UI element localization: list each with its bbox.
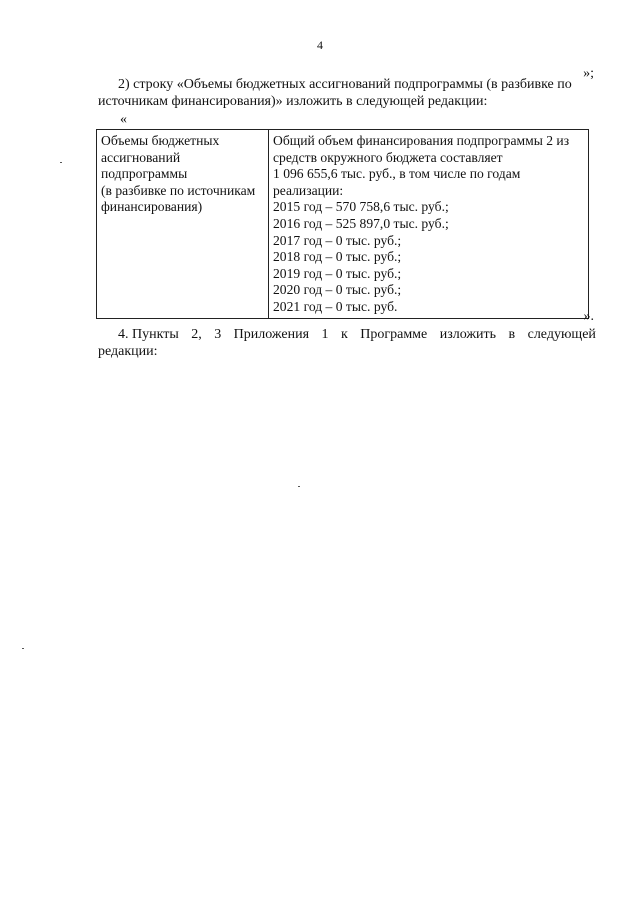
value-line: 2020 год – 0 тыс. руб.; [273, 282, 402, 298]
budget-table [96, 129, 589, 319]
word: следующей [527, 327, 596, 342]
scan-speck [22, 648, 24, 649]
label-line: ассигнований [101, 149, 181, 165]
value-line: 1 096 655,6 тыс. руб., в том числе по годам [273, 166, 521, 182]
paragraph-4 [98, 326, 596, 360]
paragraph-2-line-1: 2) строку «Объемы бюджетных ассигнований подпрограммы (в разбивке по [118, 77, 572, 92]
word: 1 [321, 327, 329, 342]
word: к [340, 327, 348, 342]
value-line: 2018 год – 0 тыс. руб.; [273, 249, 402, 265]
table-row [97, 130, 589, 319]
word: 2, [191, 327, 202, 342]
value-line: 2017 год – 0 тыс. руб.; [273, 232, 402, 248]
label-line: (в разбивке по источникам [101, 182, 256, 198]
label-line: подпрограммы [101, 166, 188, 182]
value-line: 2015 год – 570 758,6 тыс. руб.; [273, 199, 449, 215]
table-label-cell [97, 130, 269, 319]
word: Приложения [233, 327, 310, 342]
paragraph-2-line-2: источникам финансирования)» изложить в следующей редакции: [98, 94, 488, 109]
value-line: 2019 год – 0 тыс. руб.; [273, 265, 402, 281]
label-line: Объемы бюджетных [101, 133, 220, 148]
scan-speck [298, 486, 300, 487]
paragraph-4-line-2: редакции: [98, 344, 158, 359]
value-line: 2016 год – 525 897,0 тыс. руб.; [273, 215, 449, 231]
word: 3 [214, 327, 222, 342]
closing-quote-top: »; [583, 66, 594, 81]
word: Программе [360, 327, 428, 342]
paragraph-2 [98, 76, 596, 110]
opening-quote: « [120, 112, 127, 127]
closing-quote-bottom: ». [583, 309, 594, 324]
value-line: реализации: [273, 182, 344, 198]
value-line: 2021 год – 0 тыс. руб. [273, 298, 398, 314]
word: изложить [439, 327, 497, 342]
page-number: 4 [317, 38, 323, 52]
table-value-cell [269, 130, 589, 319]
label-line: финансирования) [101, 199, 203, 215]
word: в [508, 327, 516, 342]
value-line: средств окружного бюджета составляет [273, 149, 503, 165]
word: 4. Пункты [118, 327, 179, 342]
paragraph-4-line-1 [98, 326, 596, 343]
scan-speck [60, 162, 62, 163]
value-line: Общий объем финансирования подпрограммы 2 из [273, 133, 570, 148]
